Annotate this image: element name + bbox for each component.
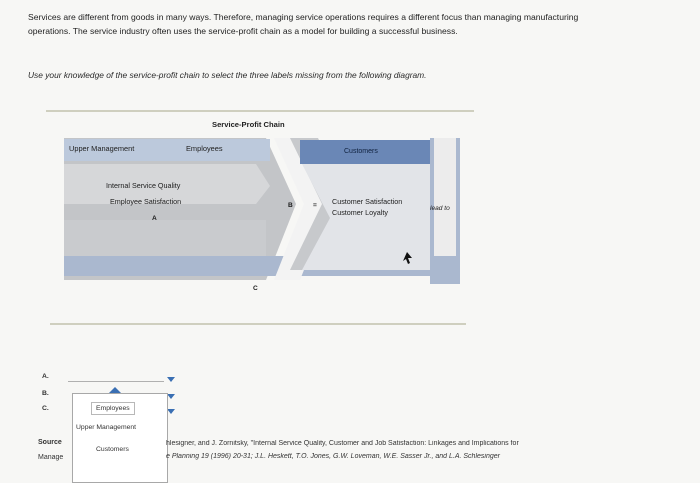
select-a-letter: A.	[42, 373, 49, 380]
divider-bottom	[50, 323, 466, 325]
manage-label: Manage	[38, 454, 64, 461]
source-label: Source	[38, 439, 62, 446]
lead-to-label: lead to	[430, 205, 450, 212]
dropdown-option-upper-management[interactable]: Upper Management	[76, 424, 137, 431]
upper-management-label: Upper Management	[69, 144, 135, 153]
label-a: A	[152, 215, 157, 222]
select-b-letter: B.	[42, 390, 49, 397]
dropdown-options-list	[72, 393, 168, 483]
employee-satisfaction-label: Employee Satisfaction	[110, 197, 182, 206]
select-a-dropdown-icon[interactable]	[166, 374, 176, 384]
employees-label: Employees	[186, 144, 223, 153]
select-c-letter: C.	[42, 405, 49, 412]
equals-sign: =	[313, 202, 317, 209]
customer-satisfaction-label: Customer Satisfaction	[332, 197, 403, 206]
customer-loyalty-label: Customer Loyalty	[332, 208, 388, 217]
citation-line-1: hlesigner, and J. Zornitsky, "Internal Service Quality, Customer and Job Satisfaction: Linkages and Implications for	[166, 440, 519, 447]
dropdown-option-customers[interactable]: Customers	[96, 446, 129, 453]
label-b: B	[288, 202, 293, 209]
customers-bar	[300, 140, 430, 164]
divider-top	[46, 110, 474, 112]
intro-line-1: Services are different from goods in many ways. Therefore, managing service operations requires a different focus than managing manufacturing	[28, 12, 579, 22]
right-band-inner	[434, 138, 456, 256]
intro-text	[28, 10, 688, 38]
citation-line-2: e Planning 19 (1996) 20-31; J.L. Heskett, T.O. Jones, G.W. Loveman, W.E. Sasser Jr., and L.A. Schlesinger	[166, 453, 500, 460]
dropdown-option-employees[interactable]: Employees	[91, 402, 135, 415]
customers-label: Customers	[344, 148, 378, 155]
management-employees-bar	[64, 139, 270, 161]
instruction-text: Use your knowledge of the service-profit chain to select the three labels missing from the following diagram.	[28, 70, 427, 80]
inner-block-bottom	[64, 220, 266, 256]
select-a-field[interactable]	[68, 381, 164, 382]
intro-line-2: operations. The service industry often uses the service-profit chain as a model for building a successful business.	[28, 26, 458, 36]
label-c: C	[253, 285, 258, 292]
diagram-title: Service-Profit Chain	[212, 120, 285, 129]
internal-quality-label: Internal Service Quality	[106, 181, 181, 190]
